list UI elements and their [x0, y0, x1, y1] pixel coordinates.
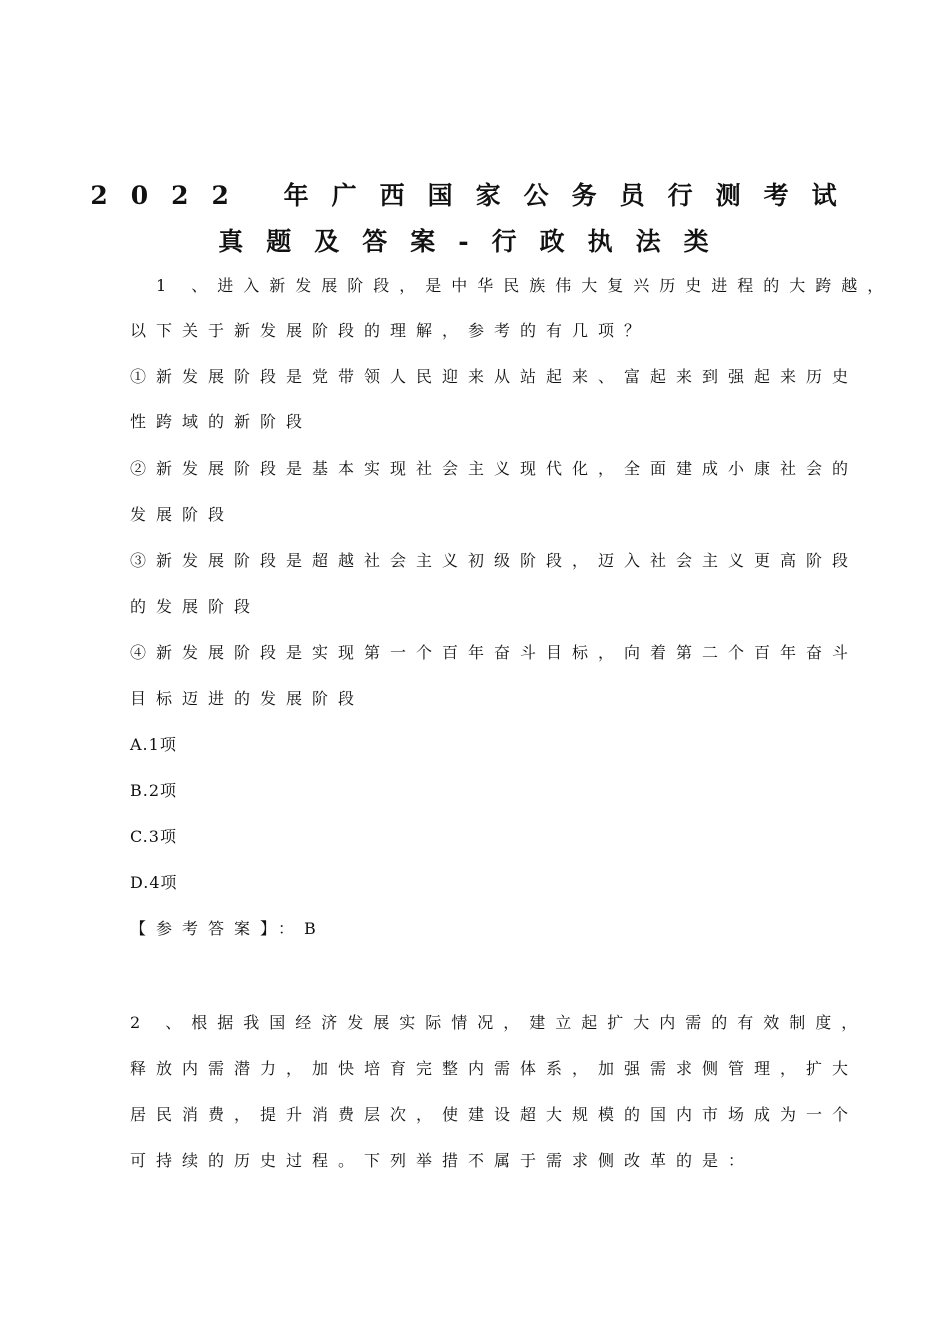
q2-line-1: 2 、根据我国经济发展实际情况，建立起扩大内需的有效制度，: [130, 1013, 868, 1032]
q1-option-d: D.4项: [130, 873, 178, 892]
q1-answer: 【参考答案】：B: [130, 919, 326, 938]
q1-line-7: ③新发展阶段是超越社会主义初级阶段，迈入社会主义更高阶段: [130, 551, 859, 570]
q1-line-5: ②新发展阶段是基本实现社会主义现代化，全面建成小康社会的: [130, 459, 859, 478]
q2-line-4: 可持续的历史过程。下列举措不属于需求侧改革的是：: [130, 1151, 755, 1170]
doc-title-line-1: 2022 年广西国家公务员行测考试: [90, 181, 860, 210]
q1-line-8: 的发展阶段: [130, 597, 261, 616]
q1-option-c: C.3项: [130, 827, 177, 846]
q1-option-a: A.1项: [130, 735, 177, 754]
q2-line-2: 释放内需潜力，加快培育完整内需体系，加强需求侧管理，扩大: [130, 1059, 859, 1078]
q1-line-3: ①新发展阶段是党带领人民迎来从站起来、富起来到强起来历史: [130, 367, 859, 386]
q1-line-6: 发展阶段: [130, 505, 235, 524]
q1-line-1: 1 、进入新发展阶段，是中华民族伟大复兴历史进程的大跨越，: [130, 276, 894, 295]
q1-line-9: ④新发展阶段是实现第一个百年奋斗目标，向着第二个百年奋斗: [130, 643, 859, 662]
q1-line-2: 以下关于新发展阶段的理解，参考的有几项？: [130, 321, 651, 340]
q1-line-4: 性跨域的新阶段: [130, 412, 313, 431]
q1-line-10: 目标迈进的发展阶段: [130, 689, 365, 708]
q1-option-b: B.2项: [130, 781, 178, 800]
doc-title-line-2: 真题及答案-行政执法类: [218, 227, 732, 256]
q2-line-3: 居民消费，提升消费层次，使建设超大规模的国内市场成为一个: [130, 1105, 859, 1124]
